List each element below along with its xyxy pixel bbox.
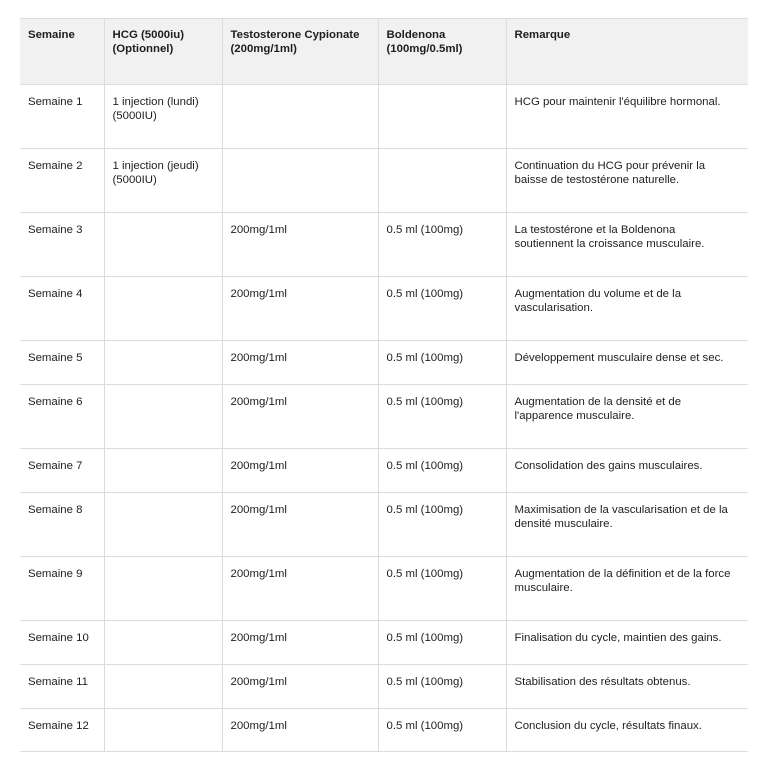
cell-remarque: Augmentation de la densité et de l'apparence musculaire.	[506, 385, 748, 449]
cell-boldenona	[378, 85, 506, 149]
cell-boldenona: 0.5 ml (100mg)	[378, 449, 506, 493]
table-row	[20, 85, 748, 149]
cell-hcg	[104, 621, 222, 665]
table-row	[20, 493, 748, 557]
cell-week: Semaine 5	[20, 341, 104, 385]
cell-boldenona: 0.5 ml (100mg)	[378, 385, 506, 449]
cell-week: Semaine 10	[20, 621, 104, 665]
cell-remarque: Continuation du HCG pour prévenir la baisse de testostérone naturelle.	[506, 149, 748, 213]
table-row	[20, 213, 748, 277]
cell-hcg	[104, 709, 222, 752]
cell-boldenona	[378, 149, 506, 213]
cell-week: Semaine 9	[20, 557, 104, 621]
cell-testosterone	[222, 85, 378, 149]
cell-boldenona: 0.5 ml (100mg)	[378, 493, 506, 557]
table-row	[20, 665, 748, 709]
cell-week: Semaine 3	[20, 213, 104, 277]
cell-remarque: Augmentation du volume et de la vascularisation.	[506, 277, 748, 341]
header-remarque: Remarque	[506, 19, 748, 85]
cell-testosterone: 200mg/1ml	[222, 341, 378, 385]
table-row	[20, 621, 748, 665]
cell-hcg	[104, 385, 222, 449]
cell-testosterone: 200mg/1ml	[222, 449, 378, 493]
cell-hcg	[104, 557, 222, 621]
header-hcg: HCG (5000iu) (Optionnel)	[104, 19, 222, 85]
cell-testosterone: 200mg/1ml	[222, 709, 378, 752]
cell-boldenona: 0.5 ml (100mg)	[378, 213, 506, 277]
cell-testosterone: 200mg/1ml	[222, 493, 378, 557]
table-row	[20, 149, 748, 213]
header-testosterone: Testosterone Cypionate (200mg/1ml)	[222, 19, 378, 85]
cell-remarque: Consolidation des gains musculaires.	[506, 449, 748, 493]
cell-testosterone: 200mg/1ml	[222, 385, 378, 449]
cell-remarque: Stabilisation des résultats obtenus.	[506, 665, 748, 709]
cell-boldenona: 0.5 ml (100mg)	[378, 709, 506, 752]
cell-boldenona: 0.5 ml (100mg)	[378, 557, 506, 621]
table-row	[20, 277, 748, 341]
cell-remarque: Développement musculaire dense et sec.	[506, 341, 748, 385]
table-row	[20, 385, 748, 449]
cell-hcg	[104, 665, 222, 709]
cell-week: Semaine 1	[20, 85, 104, 149]
schedule-table-wrapper	[20, 18, 748, 752]
cell-hcg	[104, 449, 222, 493]
header-semaine: Semaine	[20, 19, 104, 85]
cell-remarque: La testostérone et la Boldenona soutiennent la croissance musculaire.	[506, 213, 748, 277]
cell-boldenona: 0.5 ml (100mg)	[378, 341, 506, 385]
cell-remarque: Augmentation de la définition et de la force musculaire.	[506, 557, 748, 621]
table-row	[20, 709, 748, 752]
cell-remarque: Finalisation du cycle, maintien des gains.	[506, 621, 748, 665]
table-row	[20, 341, 748, 385]
cell-boldenona: 0.5 ml (100mg)	[378, 665, 506, 709]
cycle-schedule-table	[20, 18, 748, 752]
cell-boldenona: 0.5 ml (100mg)	[378, 621, 506, 665]
cell-week: Semaine 8	[20, 493, 104, 557]
cell-remarque: Maximisation de la vascularisation et de la densité musculaire.	[506, 493, 748, 557]
cell-hcg	[104, 277, 222, 341]
cell-week: Semaine 12	[20, 709, 104, 752]
cell-remarque: Conclusion du cycle, résultats finaux.	[506, 709, 748, 752]
table-row	[20, 557, 748, 621]
cell-week: Semaine 6	[20, 385, 104, 449]
cell-testosterone: 200mg/1ml	[222, 557, 378, 621]
cell-testosterone: 200mg/1ml	[222, 621, 378, 665]
cell-boldenona: 0.5 ml (100mg)	[378, 277, 506, 341]
cell-testosterone: 200mg/1ml	[222, 277, 378, 341]
cell-week: Semaine 2	[20, 149, 104, 213]
cell-testosterone	[222, 149, 378, 213]
cell-testosterone: 200mg/1ml	[222, 213, 378, 277]
cell-week: Semaine 7	[20, 449, 104, 493]
table-header-row	[20, 19, 748, 85]
cell-week: Semaine 4	[20, 277, 104, 341]
cell-hcg	[104, 493, 222, 557]
cell-week: Semaine 11	[20, 665, 104, 709]
cell-remarque: HCG pour maintenir l'équilibre hormonal.	[506, 85, 748, 149]
cell-testosterone: 200mg/1ml	[222, 665, 378, 709]
table-row	[20, 449, 748, 493]
cell-hcg: 1 injection (lundi) (5000IU)	[104, 85, 222, 149]
cell-hcg	[104, 341, 222, 385]
cell-hcg: 1 injection (jeudi) (5000IU)	[104, 149, 222, 213]
header-boldenona: Boldenona (100mg/0.5ml)	[378, 19, 506, 85]
cell-hcg	[104, 213, 222, 277]
